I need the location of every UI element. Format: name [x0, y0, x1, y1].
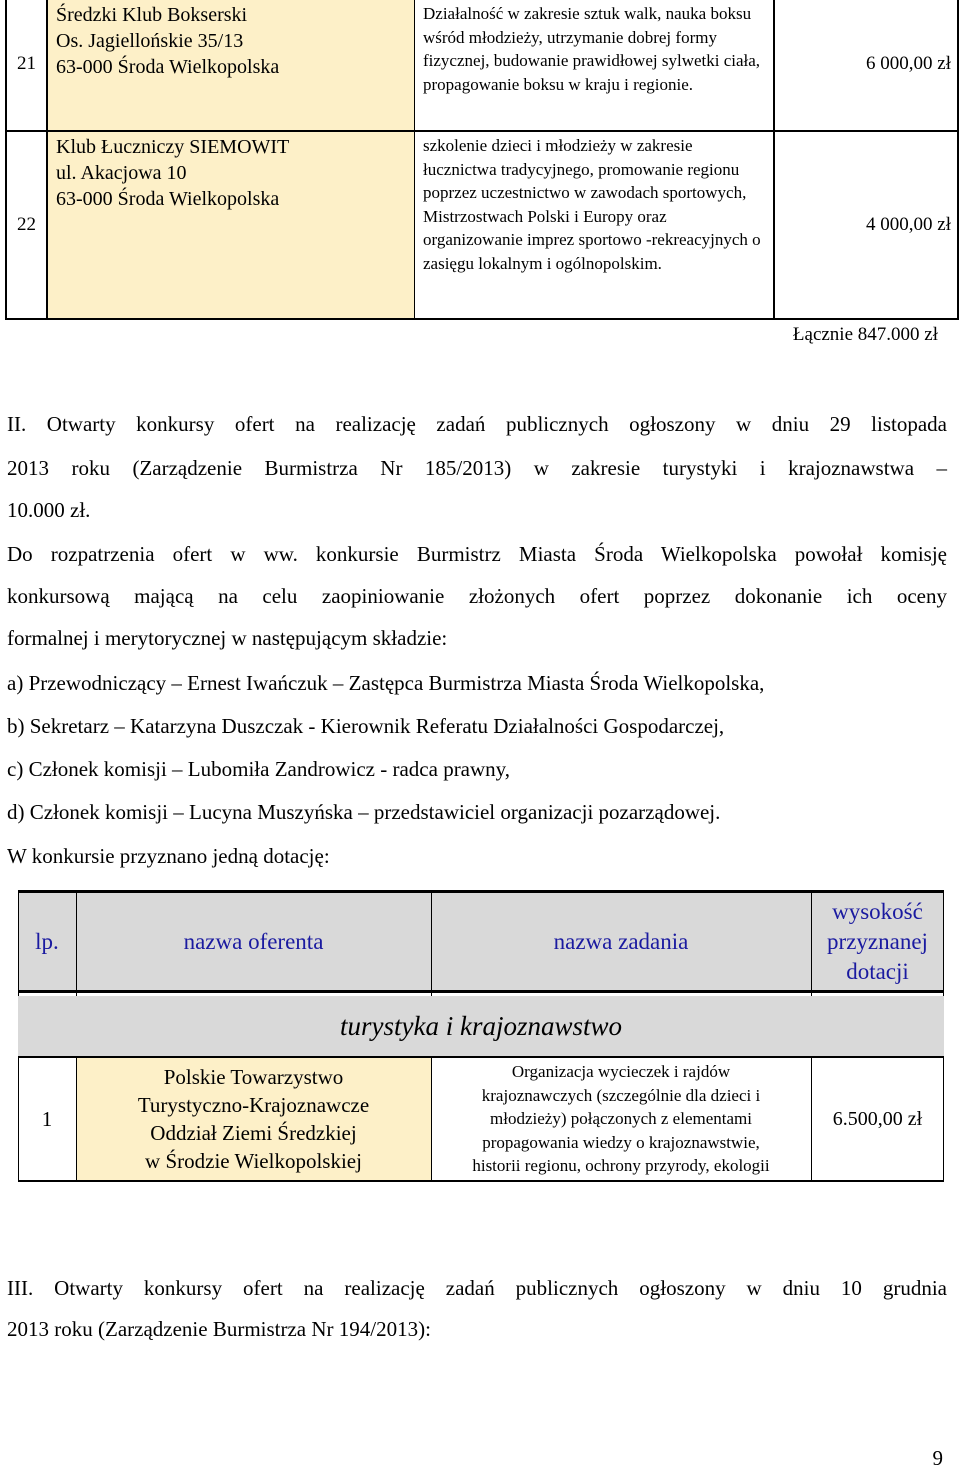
task-description	[431, 1058, 811, 1180]
task-description: Działalność w zakresie sztuk walk, nauka boksu wśród młodzieży, utrzymanie dobrej formy fizycznej, budowanie prawidłowej sylwetki ciała, propagowanie boksu w kraju i regionie.	[415, 0, 775, 130]
table-row	[18, 1058, 944, 1182]
org-city: 63-000 Środa Wielkopolska	[56, 56, 280, 78]
org-city: 63-000 Środa Wielkopolska	[56, 188, 280, 210]
task-description: szkolenie dzieci i młodzieży w zakresie łucznictwa tradycyjnego, promowanie regionu poprzez uczestnictwo w zawodach sportowych, Mistrzostwach Polski i Europy oraz organizowanie imprez sportowo -rekreacyjnych o zasięgu lokalnym i ogólnopolskim.	[415, 132, 775, 318]
table-row	[5, 132, 959, 320]
committee-intro-2: konkursową mającą na celu zaopiniowanie złożonych ofert poprzez dokonanie ich oceny	[7, 584, 947, 608]
header-amount-line: przyznanej	[827, 928, 928, 954]
page-number: 9	[932, 1446, 943, 1470]
header-amount-line: dotacji	[846, 958, 909, 984]
task-line: młodzieży) połączonych z elementami	[490, 1109, 752, 1129]
org-line: Polskie Towarzystwo	[163, 1065, 344, 1089]
committee-intro-3: formalnej i merytorycznej w następującym składzie:	[7, 626, 448, 650]
org-name: Klub Łuczniczy SIEMOWIT	[56, 136, 290, 158]
column-divider	[18, 1058, 19, 1182]
header-amount	[811, 893, 944, 990]
row-number: 1	[41, 1106, 53, 1131]
task-line: historii regionu, ochrony przyrody, ekologii	[472, 1156, 770, 1176]
grant-amount: 6 000,00 zł	[775, 0, 959, 130]
header-amount-line: wysokość	[832, 898, 923, 924]
column-divider	[943, 893, 944, 996]
org-name: Średzki Klub Bokserski	[56, 4, 248, 26]
grant-note: W konkursie przyznano jedną dotację:	[7, 844, 330, 868]
org-address: ul. Akacjowa 10	[56, 162, 187, 184]
committee-member: b) Sekretarz – Katarzyna Duszczak - Kierownik Referatu Działalności Gospodarczej,	[7, 714, 725, 738]
column-divider	[18, 893, 19, 996]
header-org: nazwa oferenta	[183, 928, 324, 954]
row-number: 22	[5, 132, 48, 318]
table-row	[5, 0, 959, 132]
committee-member: d) Członek komisji – Lucyna Muszyńska – przedstawiciel organizacji pozarządowej.	[7, 800, 721, 824]
organization-cell	[48, 132, 415, 318]
section-2-line-2: 2013 roku (Zarządzenie Burmistrza Nr 185/2013) w zakresie turystyki i krajoznawstwa –	[7, 456, 947, 480]
table-header	[18, 890, 944, 993]
category-title: turystyka i krajoznawstwo	[18, 996, 944, 1058]
task-line: propagowania wiedzy o krajoznawstwie,	[482, 1132, 760, 1152]
org-line: w Środzie Wielkopolskiej	[145, 1149, 362, 1173]
grant-amount: 4 000,00 zł	[775, 132, 959, 318]
column-divider	[76, 893, 77, 996]
section-2-line-1: II. Otwarty konkursy ofert na realizację zadań publicznych ogłoszony w dniu 29 listopada	[7, 412, 947, 436]
column-divider	[811, 1058, 812, 1182]
organization-cell	[76, 1058, 431, 1180]
organization-cell	[48, 0, 415, 130]
header-lp: lp.	[35, 928, 59, 954]
grand-total: Łącznie 847.000 zł	[792, 324, 938, 345]
org-line: Turystyczno-Krajoznawcze	[137, 1093, 370, 1117]
section-3-line-1: III. Otwarty konkursy ofert na realizację zadań publicznych ogłoszony w dniu 10 grudnia	[7, 1276, 947, 1300]
section-2-line-3: 10.000 zł.	[7, 498, 91, 522]
column-divider	[811, 893, 812, 996]
grants-table-sport	[5, 0, 959, 320]
grant-amount: 6.500,00 zł	[832, 1107, 923, 1130]
task-line: krajoznawczych (szczególnie dla dzieci i	[481, 1085, 761, 1105]
column-divider	[76, 1058, 77, 1182]
task-line: Organizacja wycieczek i rajdów	[511, 1062, 731, 1082]
column-divider	[431, 1058, 432, 1182]
committee-member: a) Przewodniczący – Ernest Iwańczuk – Zastępca Burmistrza Miasta Środa Wielkopolska,	[7, 671, 765, 695]
row-number: 21	[5, 0, 48, 130]
column-divider	[431, 893, 432, 996]
header-task: nazwa zadania	[553, 928, 689, 954]
org-address: Os. Jagiellońskie 35/13	[56, 30, 244, 52]
committee-member: c) Członek komisji – Lubomiła Zandrowicz - radca prawny,	[7, 757, 511, 781]
section-3	[7, 1268, 947, 1350]
committee-intro-1: Do rozpatrzenia ofert w ww. konkursie Burmistrz Miasta Środa Wielkopolska powołał komisję	[7, 542, 947, 566]
section-3-line-2: 2013 roku (Zarządzenie Burmistrza Nr 194/2013):	[7, 1317, 431, 1341]
column-divider	[943, 1058, 944, 1182]
org-line: Oddział Ziemi Średzkiej	[150, 1121, 357, 1145]
